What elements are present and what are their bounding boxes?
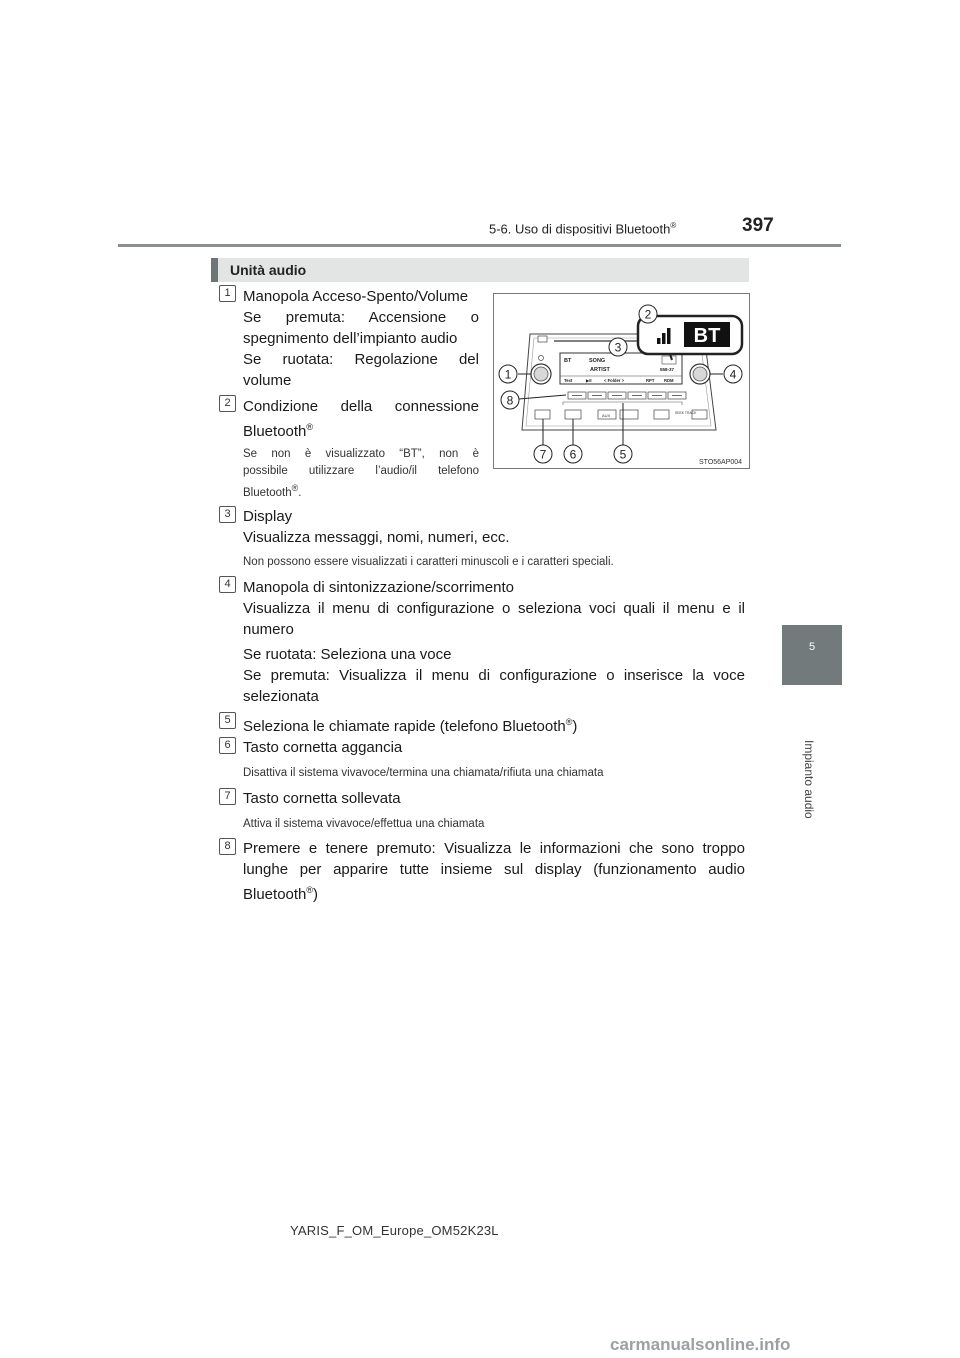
svg-text:8: 8	[506, 393, 514, 408]
item-3-note: Non possono essere visualizzati i caratteri minuscoli e i caratteri speciali.	[243, 556, 614, 568]
item-8-text: Premere e tenere premuto: Visualizza le informazioni che sono troppo lunghe per apparire tutte insieme sul display (funzionamento audio Bluetooth®)	[243, 840, 745, 903]
softkey-play-pause: ▶II	[586, 378, 592, 383]
item-6-note: Disattiva il sistema vivavoce/termina una chiamata/rifiuta una chiamata	[243, 767, 604, 779]
power-volume-knob-cap	[534, 367, 548, 381]
footer-code: YARIS_F_OM_Europe_OM52K23L	[290, 1223, 499, 1238]
item-6-text: Tasto cornetta aggancia	[243, 739, 403, 756]
item-7-text: Tasto cornetta sollevata	[243, 790, 401, 807]
section-heading: Unità audio	[211, 258, 749, 282]
item-number-badge: 5	[219, 712, 236, 729]
watermark: carmanualsonline.info	[610, 1335, 791, 1354]
bt-logo-text: BT	[693, 325, 721, 347]
item-number-badge: 8	[219, 838, 236, 855]
seek-back-button	[654, 410, 669, 419]
item-3-text: Display Visualizza messaggi, nomi, numeri, ecc.	[243, 508, 510, 546]
item-1-text: Manopola Acceso-Spento/Volume Se premuta: Accensione o spegnimento dell’impianto audio Se ruotata: Regolazione del volume	[243, 288, 479, 389]
softkey-text: Text	[564, 378, 573, 383]
item-number-badge: 6	[219, 737, 236, 754]
display-time: 558-37	[660, 367, 675, 372]
display-status-box	[662, 356, 676, 364]
audio-unit-illustration	[494, 294, 749, 468]
item-number-badge: 7	[219, 788, 236, 805]
svg-text:6: 6	[569, 447, 577, 462]
aux-label: AUX	[602, 413, 611, 418]
svg-text:1: 1	[504, 367, 512, 382]
softkey-rpt: RPT	[646, 378, 655, 383]
softkey-rdm: RDM	[664, 378, 674, 383]
svg-text:3: 3	[614, 340, 622, 355]
display-bt-indicator: BT	[564, 358, 572, 364]
section-title: 5-6. Uso di dispositivi Bluetooth®	[489, 221, 677, 237]
svg-text:2: 2	[644, 307, 652, 322]
svg-text:7: 7	[539, 447, 547, 462]
item-7-note: Attiva il sistema vivavoce/effettua una chiamata	[243, 818, 485, 830]
figure-code: STO56AP004	[699, 459, 743, 466]
item-number-badge: 2	[219, 395, 236, 412]
display-song: SONG	[589, 358, 606, 364]
item-number-badge: 4	[219, 576, 236, 593]
header-rule	[118, 244, 841, 247]
chapter-tab	[782, 625, 842, 685]
on-hook-button	[565, 410, 581, 419]
item-number-badge: 1	[219, 285, 236, 302]
eject-button	[538, 336, 547, 342]
item-4-text: Manopola di sintonizzazione/scorrimento Visualizza il menu di configurazione o seleziona voci quali il menu e il numero Se ruotata: Seleziona una voce Se premuta: Visualizza il menu di configurazione o inserisce la voce selezionata	[243, 579, 745, 705]
item-2-text: Condizione della connessione Bluetooth®	[243, 398, 479, 440]
svg-text:5: 5	[619, 447, 627, 462]
chapter-label: Impianto audio	[802, 740, 816, 819]
tune-scroll-knob-cap	[693, 367, 707, 381]
softkey-folder: < Folder >	[604, 378, 625, 383]
audio-unit-diagram	[493, 293, 750, 469]
item-number-badge: 3	[219, 506, 236, 523]
svg-text:4: 4	[729, 367, 737, 382]
seek-label: SEEK TRACK	[675, 411, 697, 415]
chapter-number: 5	[808, 641, 816, 653]
item-2-note: Se non è visualizzato “BT”, non è possibile utilizzare l’audio/il telefono Bluetooth®.	[243, 448, 479, 499]
off-hook-button	[535, 410, 550, 419]
display-artist: ARTIST	[590, 367, 610, 373]
item-5-text: Seleziona le chiamate rapide (telefono Bluetooth®)	[243, 717, 578, 735]
page-number: 397	[742, 215, 774, 236]
